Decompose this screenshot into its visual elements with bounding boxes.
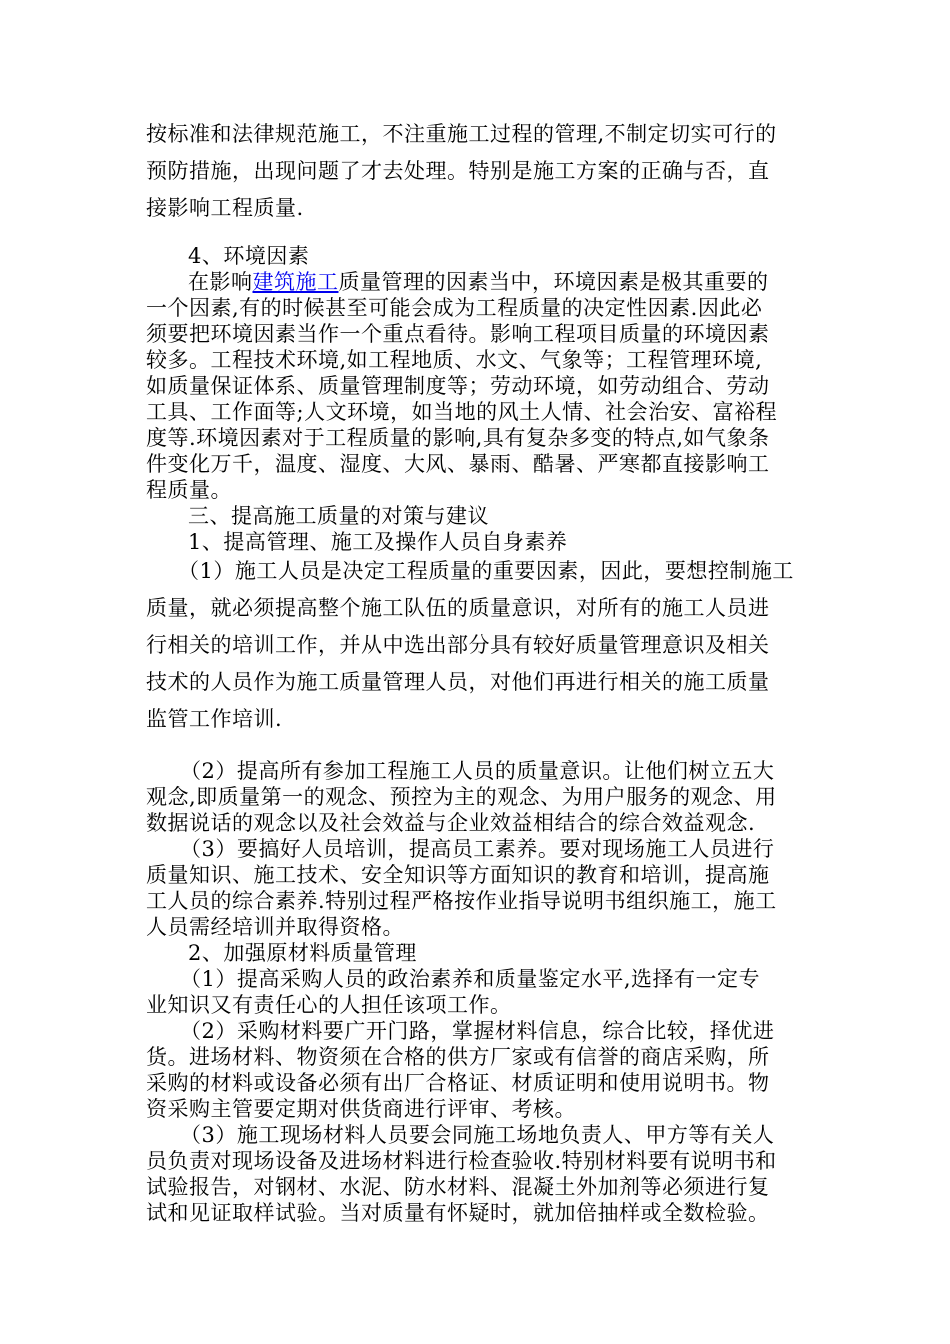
text-line: 观念,即质量第一的观念、预控为主的观念、为用户服务的观念、用 <box>146 785 777 809</box>
text-line: （1）施工人员是决定工程质量的重要因素，因此，要想控制施工 <box>178 559 794 583</box>
text-line: 接影响工程质量. <box>146 196 304 220</box>
text-line: 度等.环境因素对于工程质量的影响,具有复杂多变的特点,如气象条 <box>146 426 770 450</box>
text-line: 质量，就必须提高整个施工队伍的质量意识，对所有的施工人员进 <box>146 596 770 620</box>
text-line: 技术的人员作为施工质量管理人员，对他们再进行相关的施工质量 <box>146 670 770 694</box>
text-line: 试和见证取样试验。当对质量有怀疑时，就加倍抽样或全数检验。 <box>146 1201 770 1225</box>
text-line: 质量知识、施工技术、安全知识等方面知识的教育和培训，提高施 <box>146 863 770 887</box>
text-line: 员负责对现场设备及进场材料进行检查验收.特别材料要有说明书和 <box>146 1149 777 1173</box>
section-items-and-materials <box>146 758 806 1226</box>
text-line <box>146 269 806 295</box>
text-span: 质量管理的因素当中，环境因素是极其重要的 <box>338 270 769 294</box>
text-line: 一个因素,有的时候甚至可能会成为工程质量的决定性因素.因此必 <box>146 296 763 320</box>
text-line: 程质量。 <box>146 478 232 502</box>
heading-countermeasures: 三、提高施工质量的对策与建议 <box>188 504 489 528</box>
section-environment <box>146 243 806 555</box>
text-line: 按标准和法律规范施工，不注重施工过程的管理,不制定切实可行的 <box>146 122 777 146</box>
text-line: 工具、工作面等;人文环境，如当地的风土人情、社会治安、富裕程 <box>146 400 778 424</box>
text-line: （2）采购材料要广开门路，掌握材料信息，综合比较，择优进 <box>180 1019 775 1043</box>
text-line: （2）提高所有参加工程施工人员的质量意识。让他们树立五大 <box>180 759 775 783</box>
building-construction-link[interactable]: 建筑施工 <box>252 270 339 294</box>
text-span: 在影响 <box>188 270 253 294</box>
text-line: 采购的材料或设备必须有出厂合格证、材质证明和使用说明书。物 <box>146 1071 770 1095</box>
text-line: 试验报告，对钢材、水泥、防水材料、混凝土外加剂等必须进行复 <box>146 1175 770 1199</box>
paragraph-item-1 <box>146 553 806 738</box>
heading-environment: 4、环境因素 <box>188 244 310 268</box>
text-line: 业知识又有责任心的人担任该项工作。 <box>146 993 512 1017</box>
text-line: （3）要搞好人员培训，提高员工素养。要对现场施工人员进行 <box>180 837 775 861</box>
text-line: （3）施工现场材料人员要会同施工场地负责人、甲方等有关人 <box>180 1123 775 1147</box>
text-line: 较多。工程技术环境,如工程地质、水文、气象等；工程管理环境, <box>146 348 763 372</box>
text-line: 行相关的培训工作，并从中选出部分具有较好质量管理意识及相关 <box>146 633 770 657</box>
paragraph-construction-process <box>146 116 806 227</box>
text-line: 工人员的综合素养.特别过程严格按作业指导说明书组织施工，施工 <box>146 889 777 913</box>
heading-raw-materials: 2、加强原材料质量管理 <box>188 941 417 965</box>
text-line: （1）提高采购人员的政治素养和质量鉴定水平,选择有一定专 <box>180 967 761 991</box>
text-line: 须要把环境因素当作一个重点看待。影响工程项目质量的环境因素 <box>146 322 770 346</box>
text-line: 资采购主管要定期对供货商进行评审、考核。 <box>146 1097 576 1121</box>
text-line: 人员需经培训并取得资格。 <box>146 915 404 939</box>
text-line: 监管工作培训. <box>146 707 283 731</box>
text-line: 数据说话的观念以及社会效益与企业效益相结合的综合效益观念. <box>146 811 756 835</box>
text-line: 如质量保证体系、质量管理制度等；劳动环境，如劳动组合、劳动 <box>146 374 770 398</box>
text-line: 货。进场材料、物资须在合格的供方厂家或有信誉的商店采购，所 <box>146 1045 770 1069</box>
text-line: 预防措施，出现问题了才去处理。特别是施工方案的正确与否，直 <box>146 159 770 183</box>
text-line: 件变化万千，温度、湿度、大风、暴雨、酷暑、严寒都直接影响工 <box>146 452 770 476</box>
heading-personnel-quality: 1、提高管理、施工及操作人员自身素养 <box>188 530 568 554</box>
